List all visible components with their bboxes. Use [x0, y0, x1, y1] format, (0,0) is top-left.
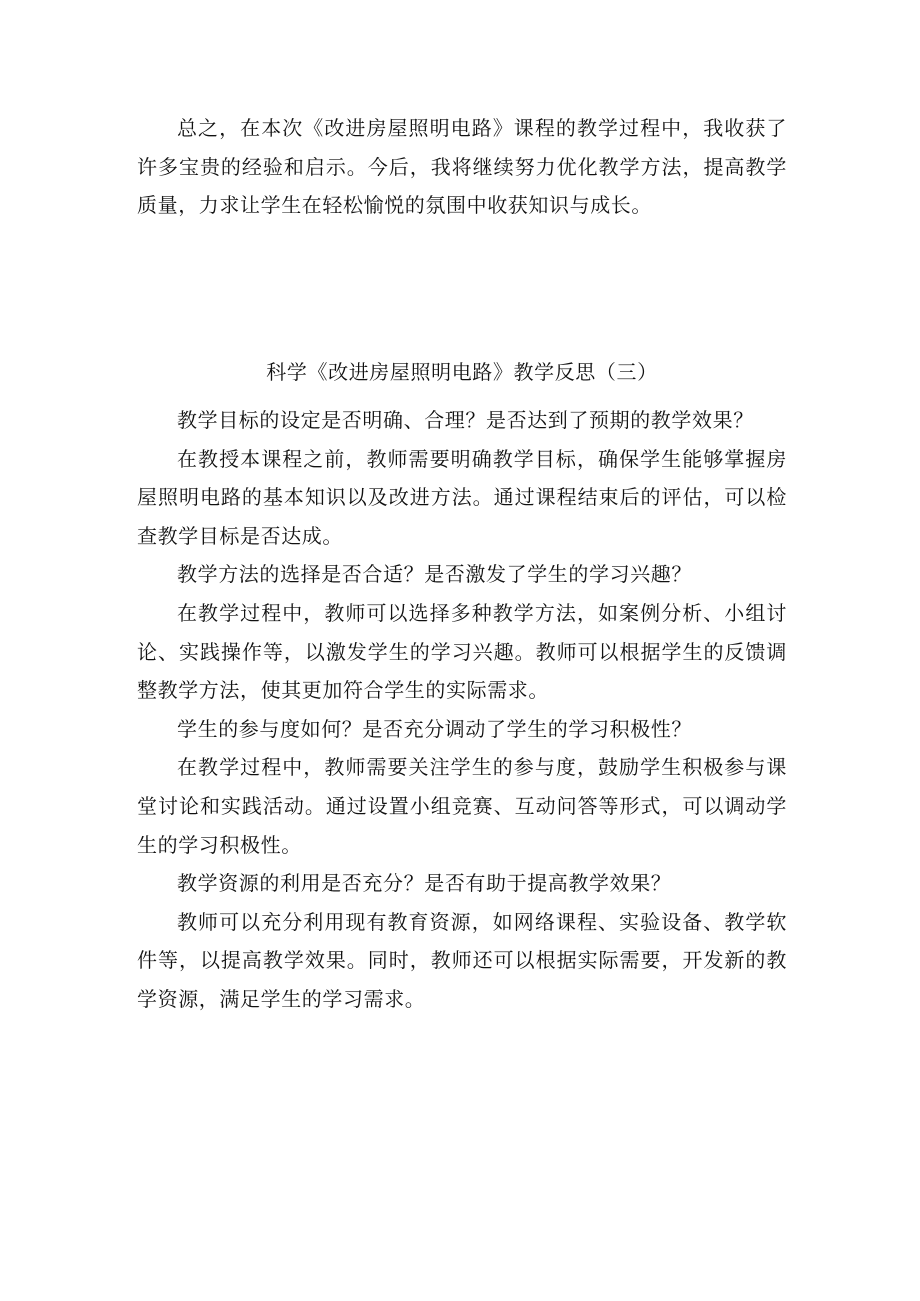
section-title: 科学《改进房屋照明电路》教学反思（三）	[266, 360, 658, 384]
answer-paragraph: 在教学过程中，教师可以选择多种教学方法，如案例分析、小组讨论、实践操作等，以激发学生的学习兴趣。教师可以根据学生的反馈调整教学方法，使其更加符合学生的实际需求。	[137, 600, 787, 703]
section-body	[137, 401, 787, 1019]
answer-paragraph: 教师可以充分利用现有教育资源，如网络课程、实验设备、教学软件等，以提高教学效果。同时，教师还可以根据实际需要，开发新的教学资源，满足学生的学习需求。	[137, 909, 787, 1011]
answer-paragraph: 在教学过程中，教师需要关注学生的参与度，鼓励学生积极参与课堂讨论和实践活动。通过设置小组竞赛、互动问答等形式，可以调动学生的学习积极性。	[137, 755, 787, 857]
question-paragraph: 教学方法的选择是否合适？是否激发了学生的学习兴趣？	[177, 562, 692, 587]
intro-paragraph: 总之，在本次《改进房屋照明电路》课程的教学过程中，我收获了许多宝贵的经验和启示。今后，我将继续努力优化教学方法，提高教学质量，力求让学生在轻松愉悦的氛围中收获知识与成长。	[137, 116, 787, 218]
question-paragraph: 教学目标的设定是否明确、合理？是否达到了预期的教学效果？	[177, 408, 754, 432]
intro-section	[137, 109, 787, 225]
question-paragraph: 教学资源的利用是否充分？是否有助于提高教学效果？	[177, 871, 672, 896]
answer-paragraph: 在教授本课程之前，教师需要明确教学目标，确保学生能够掌握房屋照明电路的基本知识以及改进方法。通过课程结束后的评估，可以检查教学目标是否达成。	[137, 446, 787, 548]
question-paragraph: 学生的参与度如何？是否充分调动了学生的学习积极性？	[177, 716, 692, 741]
